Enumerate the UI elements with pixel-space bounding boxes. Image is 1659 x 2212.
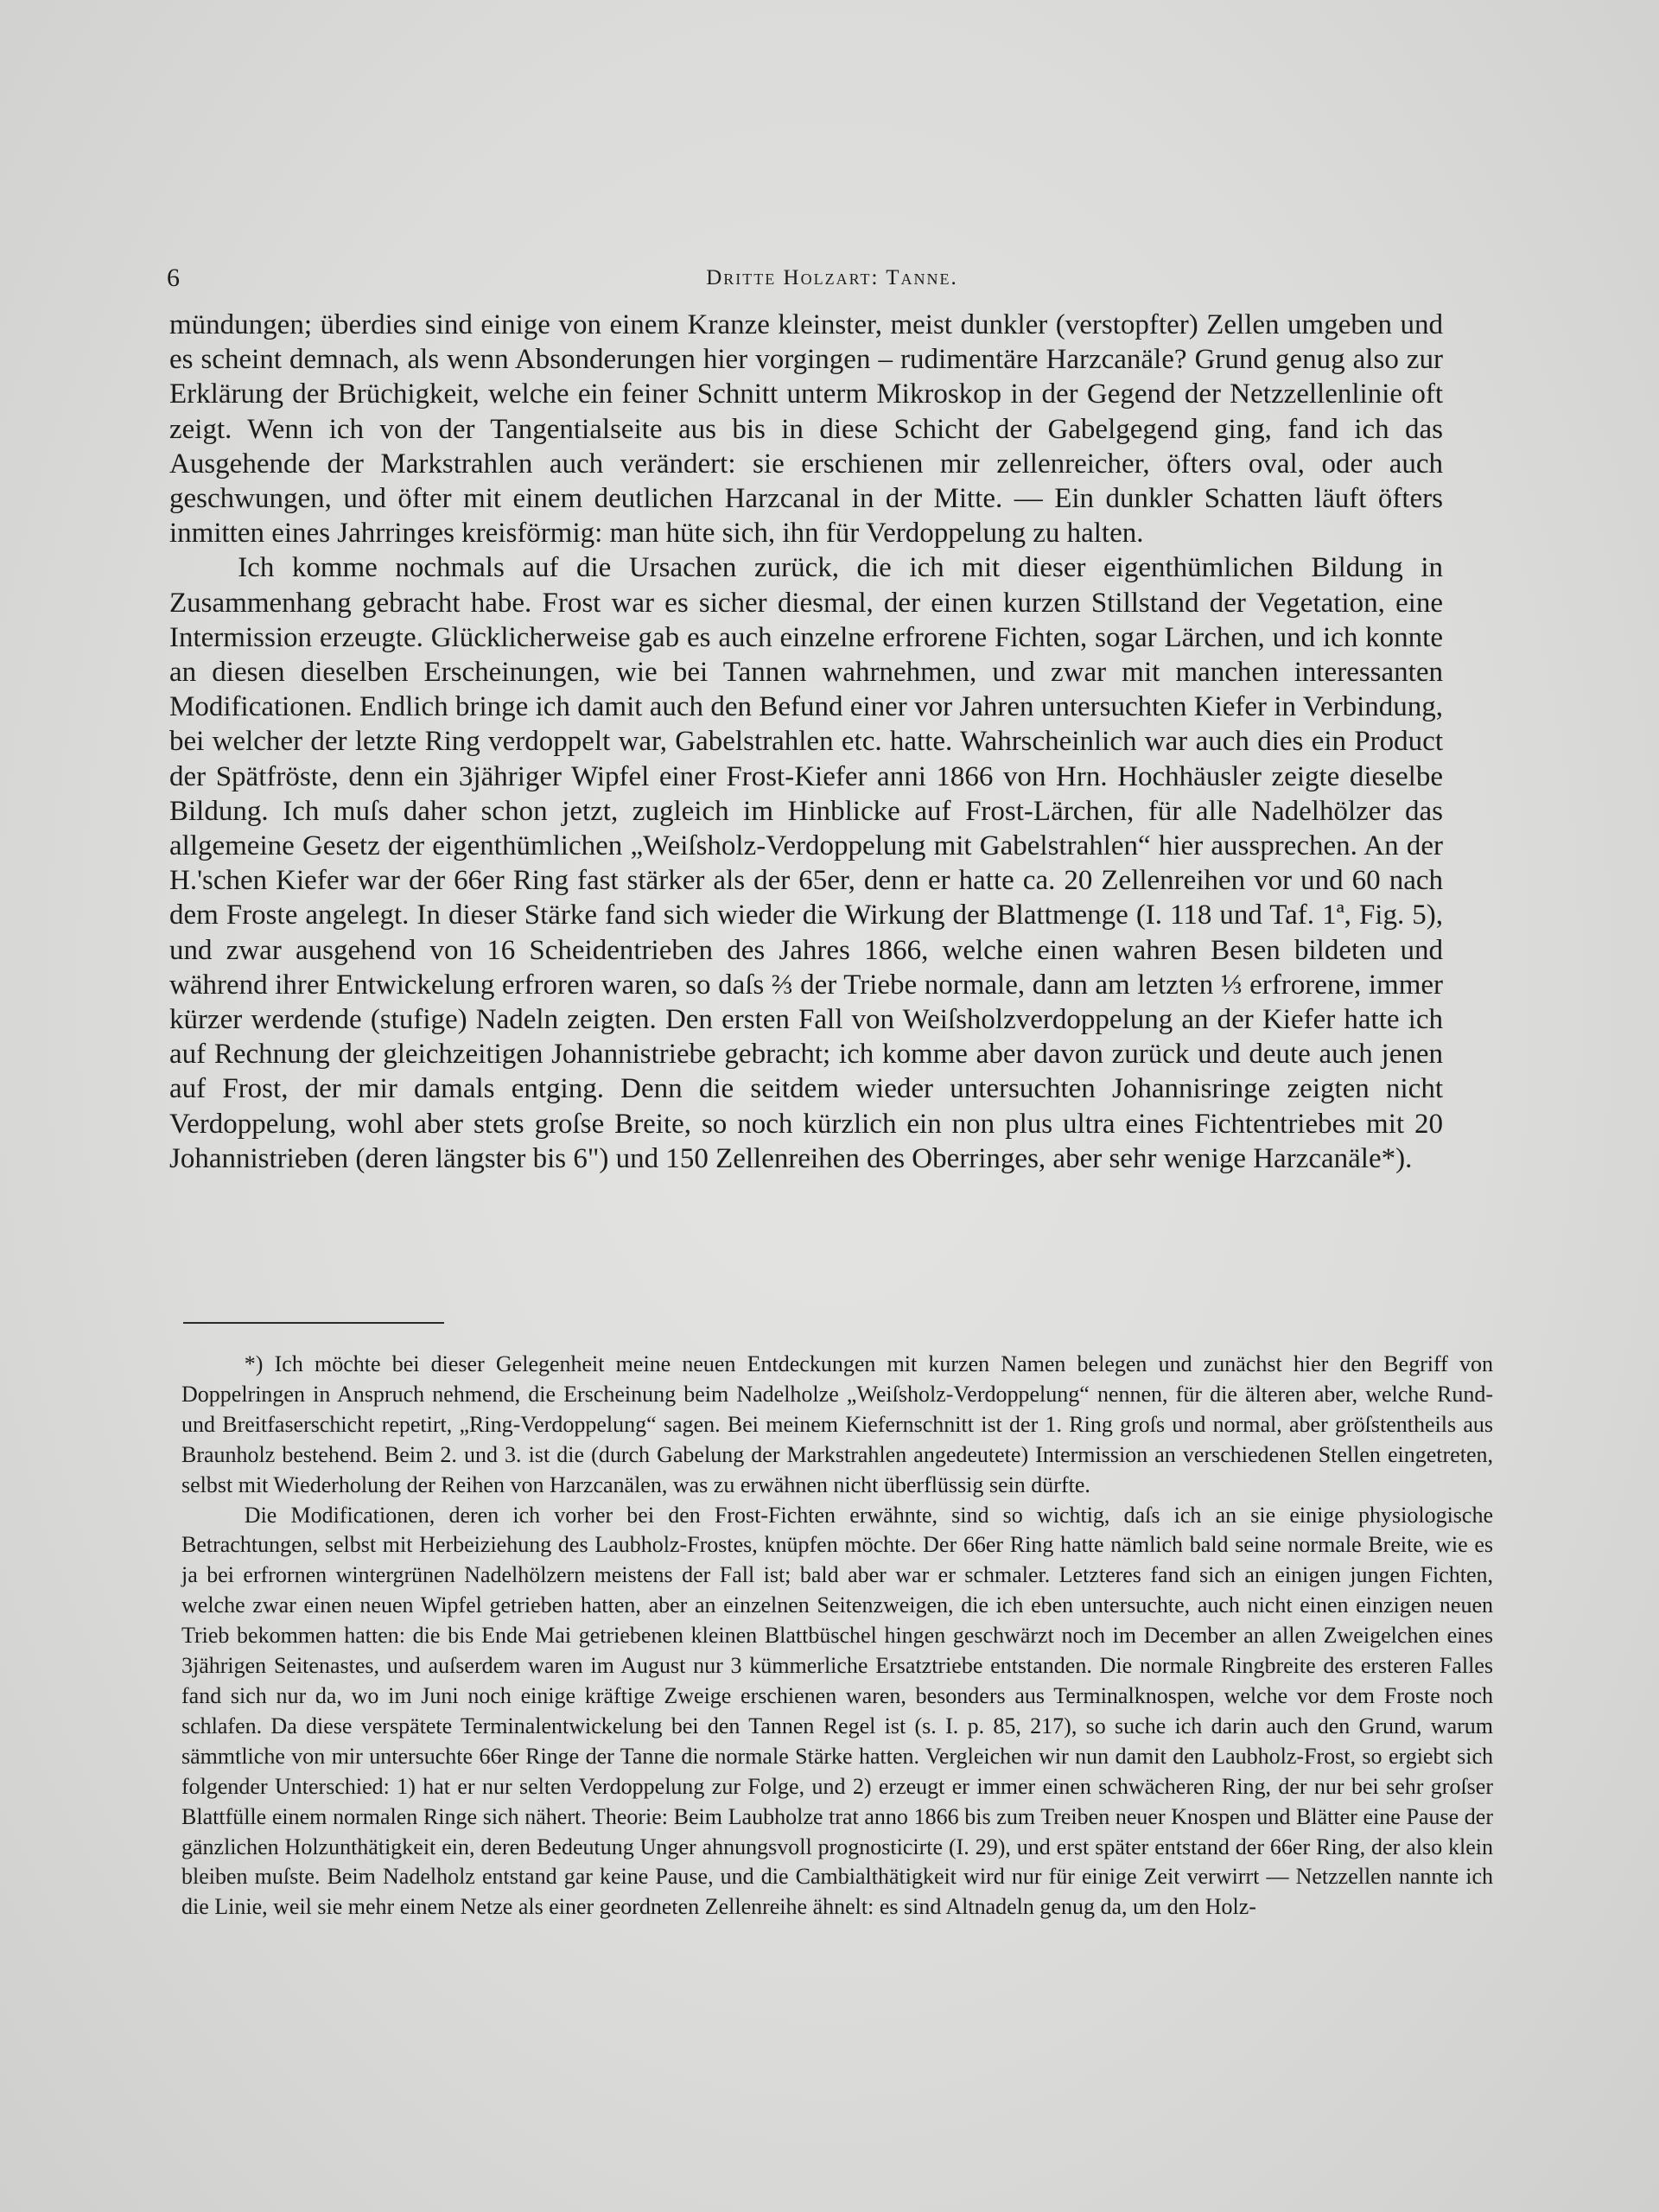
running-head: Dritte Holzart: Tanne. — [706, 266, 958, 289]
footnote-rule — [183, 1322, 444, 1324]
page-header — [167, 261, 1497, 296]
main-paragraph: mündungen; überdies sind einige von einem Kranze kleinster, meist dunkler (verstopfter) Zellen umgeben und es scheint demnach, als wenn Absonderungen hier vorgingen – rudimentäre Harzcanäle? Grund genug also zur Erklärung der Brüchigkeit, welche ein feiner Schnitt unterm Mikroskop in der Gegend der Netzzellenlinie oft zeigt. Wenn ich von der Tangentialseite aus bis in diese Schicht der Gabelgegend ging, fand ich das Ausgehende der Markstrahlen auch verändert: sie erschienen mir zellenreicher, öfters oval, oder auch geschwungen, und öfter mit einem deutlichen Harzcanal in der Mitte. — Ein dunkler Schatten läuft öfters inmitten eines Jahrringes kreisförmig: man hüte sich, ihn für Verdoppelung zu halten. — [169, 309, 1443, 550]
footnote-paragraph: *) Ich möchte bei dieser Gelegenheit meine neuen Entdeckungen mit kurzen Namen belegen und zunächst hier den Begriff von Doppelringen in Anspruch nehmend, die Erscheinung beim Nadelholze „Weiſsholz-Verdoppelung“ nennen, für die älteren aber, welche Rund- und Breitfaserschicht repetirt, „Ring-Verdoppelung“ sagen. Bei meinem Kiefernschnitt ist der 1. Ring groſs und normal, aber gröſstentheils aus Braunholz bestehend. Beim 2. und 3. ist die (durch Gabelung der Markstrahlen angedeutete) Intermission an verschiedenen Stellen eingetreten, selbst mit Wiederholung der Reihen von Harzcanälen, was zu erwähnen nicht überflüssig sein dürfte. — [181, 1351, 1493, 1497]
main-paragraph: Ich komme nochmals auf die Ursachen zurück, die ich mit dieser eigenthümlichen Bildung in Zusammenhang gebracht habe. Frost war es sicher diesmal, der einen kurzen Stillstand der Vegetation, eine Intermission erzeugte. Glücklicherweise gab es auch einzelne erfrorene Fichten, sogar Lärchen, und ich konnte an diesen dieselben Erscheinungen, wie bei Tannen wahrnehmen, und zwar mit manchen interessanten Modificationen. Endlich bringe ich damit auch den Befund einer vor Jahren untersuchten Kiefer in Verbindung, bei welcher der letzte Ring verdoppelt war, Gabelstrahlen etc. hatte. Wahrscheinlich war auch dies ein Product der Spätfröste, denn ein 3jähriger Wipfel einer Frost-Kiefer anni 1866 von Hrn. Hochhäusler zeigte dieselbe Bildung. Ich muſs daher schon jetzt, zugleich im Hinblicke auf Frost-Lärchen, für alle Nadelhölzer das allgemeine Gesetz der eigenthümlichen „Weiſsholz-Verdoppelung mit Gabelstrahlen“ hier aussprechen. An der H.'schen Kiefer war der 66er Ring fast stärker als der 65er, denn er hatte ca. 20 Zellenreihen vor und 60 nach dem Froste angelegt. In dieser Stärke fand sich wieder die Wirkung der Blattmenge (I. 118 und Taf. 1ª, Fig. 5), und zwar ausgehend von 16 Scheidentrieben des Jahres 1866, welche einen wahren Besen bildeten und während ihrer Entwickelung erfroren waren, so daſs ⅔ der Triebe normale, dann am letzten ⅓ erfrorene, immer kürzer werdende (stufige) Nadeln zeigten. Den ersten Fall von Weiſsholzverdoppelung an der Kiefer hatte ich auf Rechnung der gleichzeitigen Johannistriebe gebracht; ich komme aber davon zurück und deute auch jenen auf Frost, der mir damals entging. Denn die seitdem wieder untersuchten Johannisringe zeigten nicht Verdoppelung, wohl aber stets groſse Breite, so noch kürzlich ein non plus ultra eines Fichtentriebes mit 20 Johannistrieben (deren längster bis 6") und 150 Zellenreihen des Oberringes, aber sehr wenige Harzcanäle*). — [169, 552, 1443, 1174]
footnote-paragraph: Die Modificationen, deren ich vorher bei den Frost-Fichten erwähnte, sind so wichtig, daſs ich an sie einige physiologische Betrachtungen, selbst mit Herbeiziehung des Laubholz-Frostes, knüpfen möchte. Der 66er Ring hatte nämlich bald seine normale Breite, wie es ja bei erfrornen wintergrünen Nadelhölzern meistens der Fall ist; bald aber war er schmaler. Letzteres fand sich an einigen jungen Fichten, welche zwar einen neuen Wipfel getrieben hatten, aber an einzelnen Seitenzweigen, die ich eben untersuchte, auch nicht einen einzigen neuen Trieb bekommen hatten: die bis Ende Mai getriebenen kleinen Blattbüschel hingen geschwärzt noch im December an allen Zweigelchen eines 3jährigen Seitenastes, und auſserdem waren im August nur 3 kümmerliche Ersatztriebe entstanden. Die normale Ringbreite des ersteren Falles fand sich nur da, wo im Juni noch einige kräftige Zweige erschienen waren, besonders aus Terminalknospen, welche vor dem Froste noch schlafen. Da diese verspätete Terminalentwickelung bei den Tannen Regel ist (s. I. p. 85, 217), so suche ich darin auch den Grund, warum sämmtliche von mir untersuchte 66er Ringe der Tanne die normale Stärke hatten. Vergleichen wir nun damit den Laubholz-Frost, so ergiebt sich folgender Unterschied: 1) hat er nur selten Verdoppelung zur Folge, und 2) erzeugt er immer einen schwächeren Ring, der nur bei sehr groſser Blattfülle einem normalen Ringe sich nähert. Theorie: Beim Laubholze trat anno 1866 bis zum Treiben neuer Knospen und Blätter eine Pause der gänzlichen Holzunthätigkeit ein, deren Bedeutung Unger ahnungsvoll prognosticirte (I. 29), und erst später entstand der 66er Ring, der also klein bleiben muſste. Beim Nadelholz entstand gar keine Pause, und die Cambialthätigkeit wird nur für einige Zeit verwirrt — Netzzellen nannte ich die Linie, weil sie mehr einem Netze als einer geordneten Zellenreihe ähnelt: es sind Altnadeln genug da, um den Holz- — [181, 1502, 1493, 1920]
page-number: 6 — [167, 264, 180, 292]
main-text — [169, 308, 1443, 1176]
footnotes — [181, 1350, 1493, 1923]
